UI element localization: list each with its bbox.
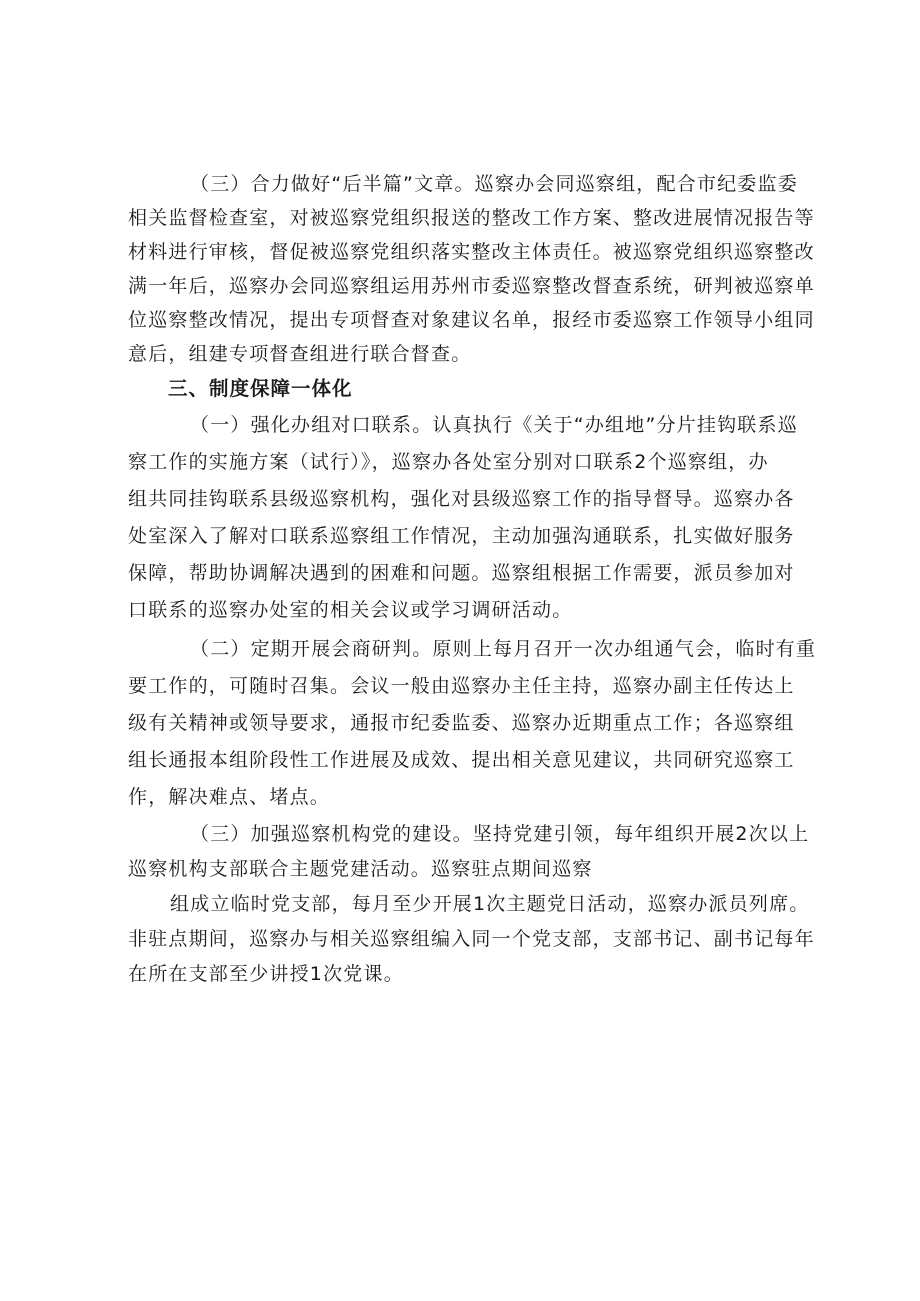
paragraph-line: 非驻点期间，巡察办与相关巡察组编入同一个党支部，支部书记、副书记每年 xyxy=(128,928,815,950)
paragraph-line: 察工作的实施方案（试行）》，巡察办各处室分别对口联系2个巡察组，办 xyxy=(128,451,769,473)
paragraph-line: 材料进行审核，督促被巡察党组织落实整改主体责任。被巡察党组织巡察整改 xyxy=(128,241,815,263)
paragraph-line: 相关监督检查室，对被巡察党组织报送的整改工作方案、整改进展情况报告等 xyxy=(128,207,815,229)
paragraph-line: 级有关精神或领导要求，通报市纪委监委、巡察办近期重点工作；各巡察组 xyxy=(128,712,795,734)
paragraph-line: 作，解决难点、堵点。 xyxy=(128,786,331,808)
paragraph-line: 组成立临时党支部，每月至少开展1次主题党日活动，巡察办派员列席。 xyxy=(170,893,810,915)
paragraph-line: 巡察机构支部联合主题党建活动。巡察驻点期间巡察 xyxy=(128,858,593,880)
paragraph-line: 处室深入了解对口联系巡察组工作情况，主动加强沟通联系，扎实做好服务 xyxy=(128,525,795,547)
paragraph-line: 组长通报本组阶段性工作进展及成效、提出相关意见建议，共同研究巡察工 xyxy=(128,749,795,771)
paragraph-line: 保障，帮助协调解决遇到的困难和问题。巡察组根据工作需要，派员参加对 xyxy=(128,562,795,584)
paragraph-line: 口联系的巡察办处室的相关会议或学习调研活动。 xyxy=(128,599,573,621)
paragraph-line: （一）强化办组对口联系。认真执行《关于“办组地”分片挂钩联系巡 xyxy=(190,414,798,436)
paragraph-line: （二）定期开展会商研判。原则上每月召开一次办组通气会，临时有重 xyxy=(190,638,817,660)
paragraph-line: 组共同挂钩联系县级巡察机构，强化对县级巡察工作的指导督导。巡察办各 xyxy=(128,488,795,510)
paragraph-line: （三）合力做好“后半篇”文章。巡察办会同巡察组，配合市纪委监委 xyxy=(190,173,798,195)
paragraph-line: 要工作的，可随时召集。会议一般由巡察办主任主持，巡察办副主任传达上 xyxy=(128,675,795,697)
paragraph-line: 满一年后，巡察办会同巡察组运用苏州市委巡察整改督查系统，研判被巡察单 xyxy=(128,275,815,297)
paragraph-line: 在所在支部至少讲授1次党课。 xyxy=(128,963,404,985)
paragraph-line: 位巡察整改情况，提出专项督查对象建议名单，报经市委巡察工作领导小组同 xyxy=(128,309,815,331)
section-heading: 三、制度保障一体化 xyxy=(168,377,353,400)
paragraph-line: 意后，组建专项督查组进行联合督查。 xyxy=(128,343,472,365)
paragraph-line: （三）加强巡察机构党的建设。坚持党建引领，每年组织开展2次以上 xyxy=(190,823,810,845)
